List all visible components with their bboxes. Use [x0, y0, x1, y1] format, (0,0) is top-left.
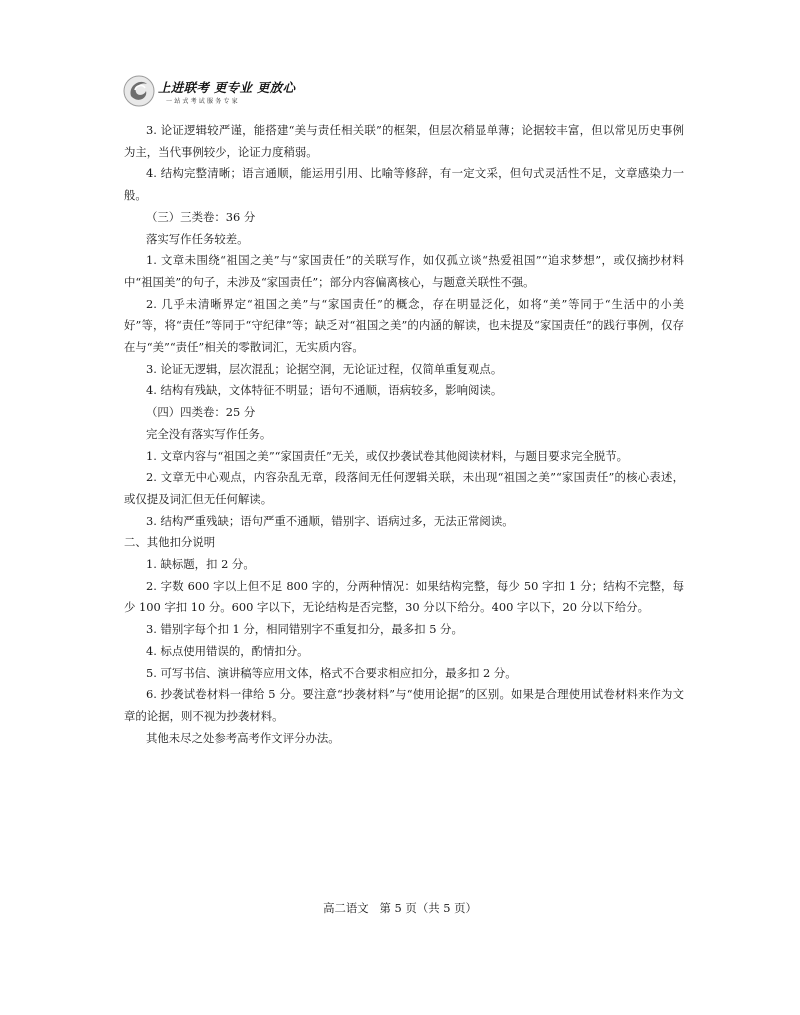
- paragraph: 1. 文章未围绕“祖国之美”与“家国责任”的关联写作，如仅孤立谈“热爱祖国”“追求梦想”，或仅摘抄材料中“祖国美”的句子，未涉及“家国责任”；部分内容偏离核心，与题意关联性不强。: [124, 253, 684, 289]
- paragraph: 2. 字数 600 字以上但不足 800 字的，分两种情况：如果结构完整，每少 50 字扣 1 分；结构不完整，每少 100 字扣 10 分。600 字以下，无论结构是否完整，30 分以下给分。400 字以下，20 分以下给分。: [124, 578, 684, 615]
- document-body: [124, 120, 684, 749]
- section-heading: 二、其他扣分说明: [124, 535, 216, 550]
- page-footer: 高二语文 第 5 页（共 5 页）: [323, 901, 477, 915]
- paragraph: 5. 可写书信、演讲稿等应用文体，格式不合要求相应扣分，最多扣 2 分。: [146, 665, 517, 680]
- paragraph: 3. 论证无逻辑，层次混乱；论据空洞，无论证过程，仅简单重复观点。: [146, 361, 503, 376]
- section-heading: （四）四类卷：25 分: [146, 405, 256, 420]
- paragraph: 完全没有落实写作任务。: [146, 426, 272, 441]
- paragraph: 2. 文章无中心观点，内容杂乱无章，段落间无任何逻辑关联，未出现“祖国之美”“家国责任”的核心表述，或仅提及词汇但无任何解读。: [124, 470, 684, 506]
- paragraph: 4. 标点使用错误的，酌情扣分。: [146, 643, 309, 658]
- brand-subtitle: 一站式考试服务专家: [166, 98, 240, 105]
- section-heading: （三）三类卷：36 分: [146, 209, 256, 224]
- paragraph: 其他未尽之处参考高考作文评分办法。: [146, 730, 340, 745]
- paragraph: 1. 缺标题，扣 2 分。: [146, 557, 255, 572]
- paragraph: 6. 抄袭试卷材料一律给 5 分。要注意“抄袭材料”与“使用论据”的区别。如果是合理使用试卷材料来作为文章的论据，则不视为抄袭材料。: [124, 687, 684, 723]
- paragraph: 2. 几乎未清晰界定“祖国之美”与“家国责任”的概念，存在明显泛化，如将“美”等同于“生活中的小美好”等，将“责任”等同于“守纪律”等；缺乏对“祖国之美”的内涵的解读，也未提及“家国责任”的践行事例，仅存在与“美”“责任”相关的零散词汇，无实质内容。: [124, 296, 684, 355]
- paragraph: 1. 文章内容与“祖国之美”“家国责任”无关，或仅抄袭试卷其他阅读材料，与题目要求完全脱节。: [146, 448, 629, 463]
- swirl-logo-icon: [122, 74, 156, 108]
- paragraph: 落实写作任务较差。: [146, 231, 249, 246]
- paragraph: 4. 结构有残缺，文体特征不明显；语句不通顺，语病较多，影响阅读。: [146, 383, 503, 398]
- paragraph: 4. 结构完整清晰；语言通顺，能运用引用、比喻等修辞，有一定文采，但句式灵活性不足，文章感染力一般。: [124, 166, 684, 203]
- paragraph: 3. 结构严重残缺；语句严重不通顺，错别字、语病过多，无法正常阅读。: [146, 513, 514, 528]
- brand-title: 上进联考 更专业 更放心: [158, 80, 296, 95]
- paragraph: 3. 论证逻辑较严谨，能搭建“美与责任相关联”的框架，但层次稍显单薄；论据较丰富，但以常见历史事例为主，当代事例较少，论证力度稍弱。: [124, 123, 684, 159]
- page-header: [122, 74, 296, 114]
- paragraph: 3. 错别字每个扣 1 分，相同错别字不重复扣分，最多扣 5 分。: [146, 622, 463, 637]
